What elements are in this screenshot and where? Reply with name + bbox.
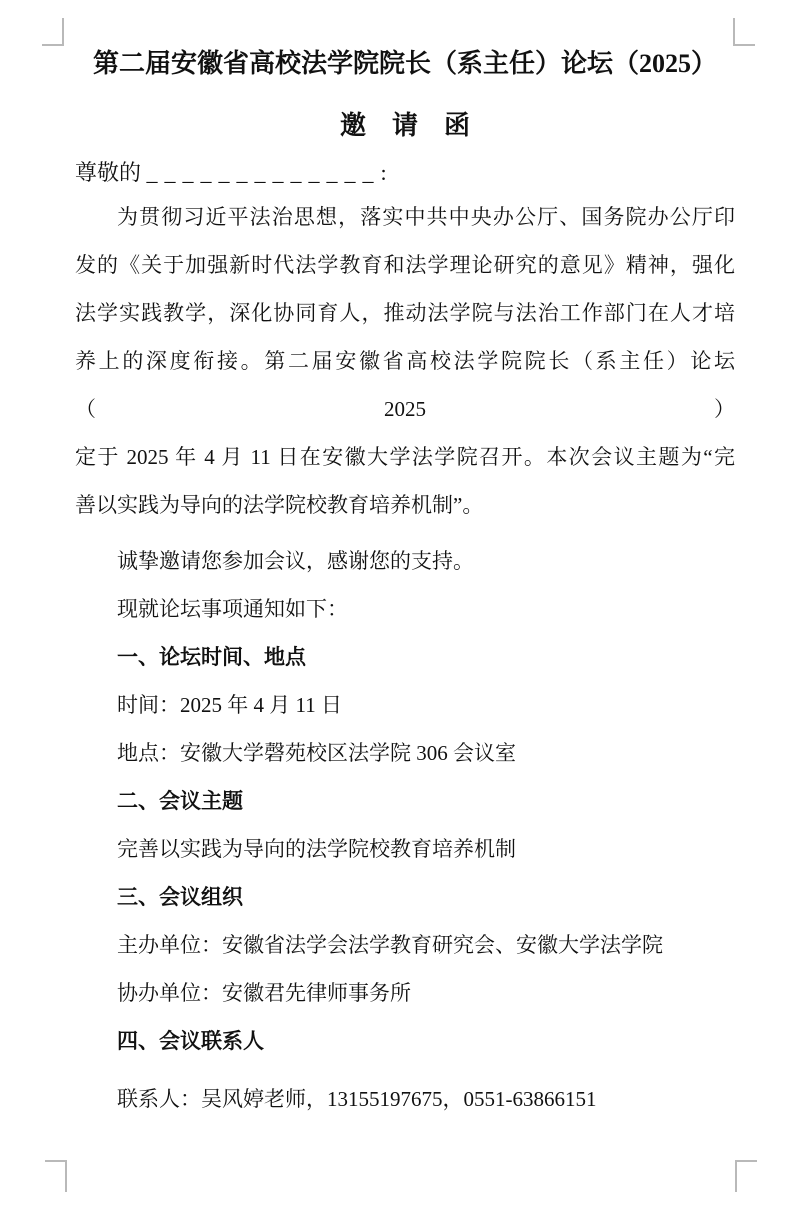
intro-line: 养上的深度衔接。第二届安徽省高校法学院院长（系主任）论坛（2025） — [75, 349, 735, 421]
margin-mark-bottom-right-icon — [735, 1160, 757, 1192]
doc-title: 第二届安徽省高校法学院院长（系主任）论坛（2025） — [92, 49, 717, 78]
salutation-colon: : — [380, 160, 387, 185]
intro-line: 为贯彻习近平法治思想，落实中共中央办公厅、国务院办公厅印 — [117, 205, 735, 229]
intro-paragraph — [75, 193, 735, 529]
salutation-prefix: 尊敬的 — [75, 160, 142, 185]
theme-line: 完善以实践为导向的法学院校教育培养机制 — [117, 837, 516, 861]
intro-line: 定于 2025 年 4 月 11 日在安徽大学法学院召开。本次会议主题为“完 — [75, 445, 735, 469]
cohost-line: 协办单位：安徽君先律师事务所 — [117, 981, 411, 1005]
margin-mark-top-left-icon — [42, 18, 64, 46]
intro-line: 善以实践为导向的法学院校教育培养机制”。 — [75, 493, 484, 517]
invite-line: 诚挚邀请您参加会议，感谢您的支持。 — [117, 549, 474, 573]
section-heading-contact: 四、会议联系人 — [117, 1029, 264, 1053]
margin-mark-bottom-left-icon — [45, 1160, 67, 1192]
section-heading-time-location: 一、论坛时间、地点 — [117, 645, 306, 669]
notice-line: 现就论坛事项通知如下： — [117, 597, 348, 621]
intro-line: 法学实践教学，深化协同育人，推动法学院与法治工作部门在人才培 — [75, 301, 735, 325]
host-line: 主办单位：安徽省法学会法学教育研究会、安徽大学法学院 — [117, 933, 663, 957]
contact-line: 联系人：吴风婷老师，13155197675，0551-63866151 — [117, 1087, 597, 1111]
salutation-blank: _____________ — [146, 160, 381, 185]
location-line: 地点：安徽大学磬苑校区法学院 306 会议室 — [117, 741, 516, 765]
section-heading-organization: 三、会议组织 — [117, 885, 243, 909]
salutation — [75, 153, 735, 193]
intro-line: 发的《关于加强新时代法学教育和法学理论研究的意见》精神，强化 — [75, 253, 735, 277]
time-line: 时间：2025 年 4 月 11 日 — [117, 693, 342, 717]
document-body — [75, 45, 735, 1123]
margin-mark-top-right-icon — [733, 18, 755, 46]
section-heading-theme: 二、会议主题 — [117, 789, 243, 813]
doc-subtitle: 邀 请 函 — [339, 111, 470, 140]
